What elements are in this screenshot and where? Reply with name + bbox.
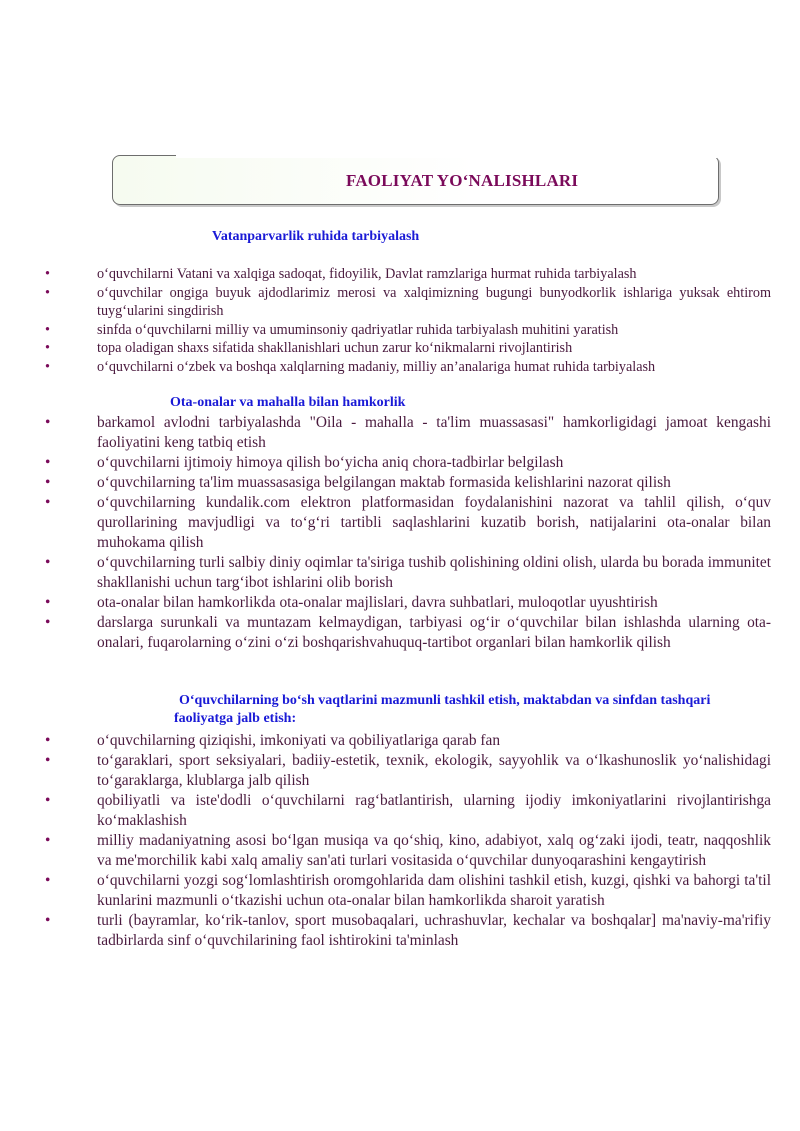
list-item: • ota-onalar bilan hamkorlikda ota-onalar majlislari, davra suhbatlari, muloqotlar uyushtirish (45, 594, 658, 611)
list-item: • sinfda o‘quvchilarni milliy va umuminsoniy qadriyatlar ruhida tarbiyalash muhitini yaratish (45, 321, 619, 338)
list-item: • o‘quvchilarning ta'lim muassasasiga belgilangan maktab formasida kelishlarini nazorat qilish (45, 474, 671, 491)
section-heading-leisure: O‘quvchilarning bo‘sh vaqtlarini mazmunli tashkil etish, maktabdan va sinfdan tashqari faoliyatga jalb etish: (174, 693, 711, 726)
bullet-icon: • (45, 494, 51, 511)
list-item: • topa oladigan shaxs sifatida shakllanishlari uchun zarur ko‘nikmalarni rivojlantirish (45, 340, 573, 356)
list-item: • o‘quvchilarni yozgi sog‘lomlashtirish oromgohlarida dam olishini tashkil etish, kuzgi, qishki va bahorgi ta'til kunlarini mazmunli o‘tkazishi uchun ota-onalar bilan hamkorlikda sharoit yaratish (45, 872, 771, 909)
bullet-icon: • (45, 732, 51, 749)
bullet-icon: • (45, 358, 50, 375)
list-item: • darslarga surunkali va muntazam kelmaydigan, tarbiyasi og‘ir o‘quvchilar bilan ishlashda ularning ota-onalari, fuqarolarning o‘zini o‘zi boshqarishvahuquq-tartibot organlari bilan hamkorlik qilish (45, 614, 771, 651)
bullet-icon: • (45, 832, 51, 849)
section-heading-patriotism: Vatanparvarlik ruhida tarbiyalash (212, 229, 420, 244)
list-item: • o‘quvchilarni ijtimoiy himoya qilish bo‘yicha aniq chora-tadbirlar belgilash (45, 454, 564, 471)
bullet-icon: • (45, 872, 51, 889)
bullet-icon: • (45, 614, 51, 631)
page-title: FAOLIYAT YO‘NALISHLARI (346, 171, 579, 190)
list-item: • o‘quvchilarning kundalik.com elektron platformasidan foydalanishini nazorat va tahlil qilish, o‘quv qurollarining mavjudligi va to‘g‘ri tartibli saqlashlarini kuzatib borish, natijalarini ota-onalar bilan muhokama qilish (45, 494, 771, 551)
list-item: • to‘garaklari, sport seksiyalari, badiiy-estetik, texnik, ekologik, sayyohlik va o‘lkashunoslik yo‘nalishidagi to‘garaklarga, klublarga jalb qilish (45, 752, 771, 789)
bullet-icon: • (45, 752, 51, 769)
parents-list (45, 413, 771, 653)
list-item: • o‘quvchilarni Vatani va xalqiga sadoqat, fidoyilik, Davlat ramzlariga hurmat ruhida tarbiyalash (45, 266, 637, 282)
bullet-icon: • (45, 454, 51, 471)
list-item: • turli (bayramlar, ko‘rik-tanlov, sport musobaqalari, uchrashuvlar, kechalar va boshqalar] ma'naviy-ma'rifiy tadbirlarda sinf o‘quvchilarining faol ishtirokini ta'minlash (45, 912, 771, 949)
list-item: • milliy madaniyatning asosi bo‘lgan musiqa va qo‘shiq, kino, adabiyot, xalq og‘zaki ijodi, teatr, naqqoshlik va me'morchilik kabi xalq amaliy san'ati turlari vositasida o‘quvchilar dunyoqarashini kengaytirish (45, 832, 771, 869)
bullet-icon: • (45, 340, 50, 356)
bullet-icon: • (45, 266, 50, 282)
title-banner-notch (176, 150, 717, 158)
bullet-icon: • (45, 792, 51, 809)
bullet-icon: • (45, 594, 51, 611)
bullet-icon: • (45, 321, 50, 338)
bullet-icon: • (45, 284, 50, 301)
leisure-list (45, 731, 771, 951)
bullet-icon: • (45, 554, 51, 571)
list-item: • o‘quvchilarning turli salbiy diniy oqimlar ta'siriga tushib qolishining oldini olish, ularda bu borada immunitet shakllanishi uchun targ‘ibot ishlarini olib borish (45, 554, 771, 591)
bullet-icon: • (45, 912, 51, 929)
list-item: • o‘quvchilar ongiga buyuk ajdodlarimiz merosi va xalqimizning bugungi bunyodkorlik ishlariga yuksak ehtirom tuyg‘ularini singdirish (45, 284, 771, 319)
list-item: • qobiliyatli va iste'dodli o‘quvchilarni rag‘batlantirish, ularning ijodiy imkoniyatlarini rivojlantirishga ko‘maklashish (45, 792, 771, 829)
bullet-icon: • (45, 474, 51, 491)
list-item: • barkamol avlodni tarbiyalashda "Oila - mahalla - ta'lim muassasasi" hamkorligidagi jamoat kengashi faoliyatini keng tatbiq etish (45, 414, 771, 451)
section-heading-parents: Ota-onalar va mahalla bilan hamkorlik (170, 395, 406, 410)
patriotism-list (45, 265, 771, 376)
list-item: • o‘quvchilarning qiziqishi, imkoniyati va qobiliyatlariga qarab fan (45, 732, 501, 749)
list-item: • o‘quvchilarni o‘zbek va boshqa xalqlarning madaniy, milliy an’analariga humat ruhida tarbiyalash (45, 358, 656, 375)
bullet-icon: • (45, 414, 51, 431)
